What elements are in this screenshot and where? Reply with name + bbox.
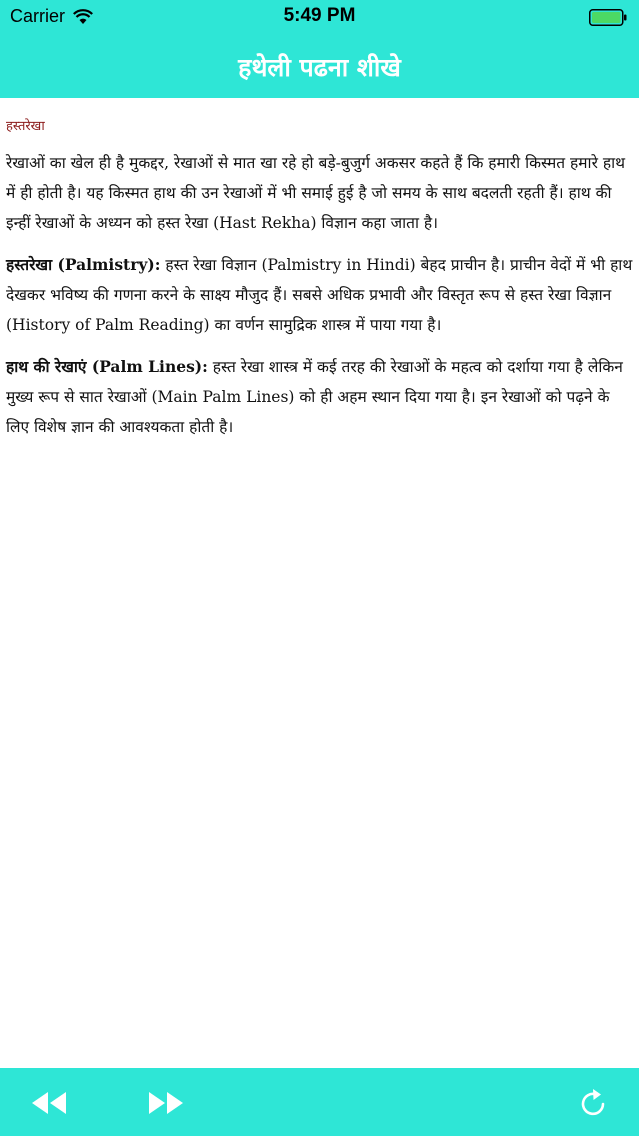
status-time: 5:49 PM [283,5,356,26]
paragraph-palmistry-body: हस्त रेखा विज्ञान (Palmistry in Hindi) बेहद प्राचीन है। प्राचीन वेदों में भी हाथ देखकर भविष्य की गणना करने के साक्ष्य मौजुद हैं। सबसे अधिक प्रभावी और विस्तृत रूप से हस्त रेखा विज्ञान (History of Palm Reading) का वर्णन सामुद्रिक शास्त्र में पाया गया है। [6,256,633,334]
bottom-toolbar [0,1068,639,1136]
refresh-icon [578,1087,610,1119]
page-title: हथेली पढना शीखे [238,53,401,82]
paragraph-palmistry-lead: हस्तरेखा (Palmistry): [6,255,161,274]
paragraph-palm-lines-lead: हाथ की रेखाएं (Palm Lines): [6,357,208,376]
paragraph-palm-lines-body: हस्त रेखा शास्त्र में कई तरह की रेखाओं के महत्व को दर्शाया गया है लेकिन मुख्य रूप से सात रेखाओं (Main Palm Lines) को ही अहम स्थान दिया गया है। इन रेखाओं को पढ़ने के लिए विशेष ज्ञान की आवश्यकता होती है। [6,358,623,436]
rewind-button[interactable] [29,1088,69,1118]
fast-forward-icon [146,1089,186,1117]
paragraph-intro: रेखाओं का खेल ही है मुकद्दर, रेखाओं से मात खा रहे हो बड़े-बुजुर्ग अकसर कहते हैं कि हमारी किस्मत हमारे हाथ में ही होती है। यह किस्मत हाथ की उन रेखाओं में भी समाई हुई है जो समय के साथ बदलती रहती हैं। हाथ की इन्हीं रेखाओं के अध्यन को हस्त रेखा (Hast Rekha) विज्ञान कहा जाता है। [6,154,625,232]
rewind-icon [29,1089,69,1117]
article-content[interactable] [0,98,639,1066]
refresh-button[interactable] [574,1088,614,1118]
fast-forward-button[interactable] [146,1088,186,1118]
navigation-bar [0,36,639,98]
battery-icon [589,9,627,26]
status-bar [0,0,639,36]
article-heading: हस्तरेखा [6,119,45,134]
carrier-text: Carrier [10,6,66,26]
paragraph-palmistry [6,250,633,340]
paragraph-palm-lines [6,352,633,442]
